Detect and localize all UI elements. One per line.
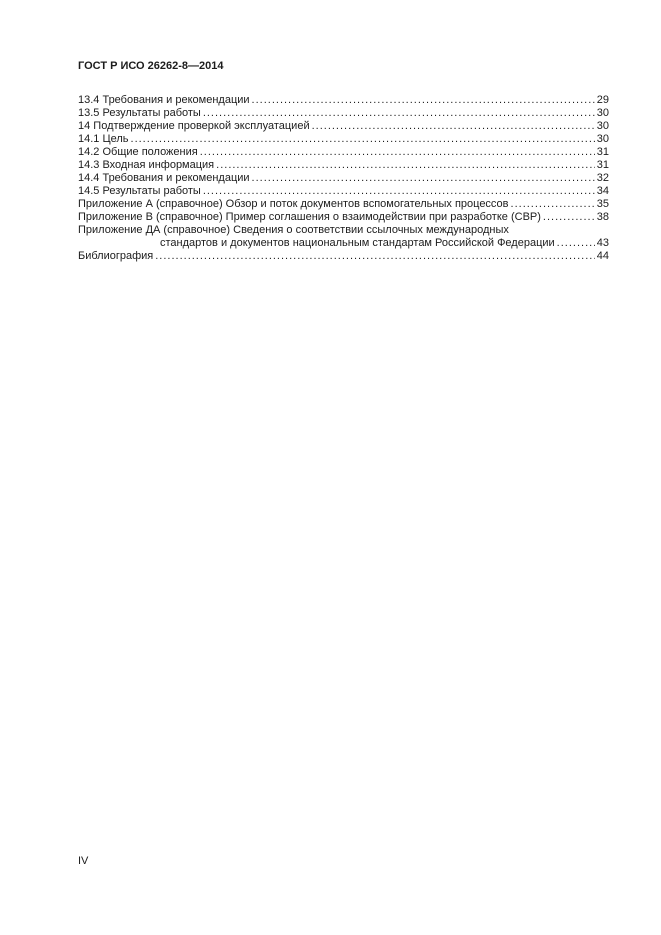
toc-entry-page: 38 (596, 211, 609, 223)
toc-entry-page: 30 (596, 133, 609, 145)
toc-dot-leader (155, 250, 595, 263)
toc-dot-leader (203, 107, 595, 120)
toc-entry (78, 159, 609, 172)
toc-entry (78, 146, 609, 159)
toc-entry-label: 14.4 Требования и рекомендации (78, 172, 250, 184)
toc-entry-label: 14.5 Результаты работы (78, 185, 201, 197)
toc-entry-page: 30 (596, 120, 609, 132)
toc-entry-page: 43 (596, 237, 609, 249)
toc-entry-label: 14.2 Общие положения (78, 146, 198, 158)
toc-entry (78, 211, 609, 224)
toc-entry-label: стандартов и документов национальным стандартам Российской Федерации (160, 237, 555, 249)
document-title: ГОСТ Р ИСО 26262-8—2014 (78, 60, 224, 72)
toc-dot-leader (543, 211, 595, 224)
toc-entry (78, 237, 609, 250)
toc-dot-leader (252, 94, 595, 107)
table-of-contents (78, 94, 609, 263)
toc-entry-page: 31 (596, 159, 609, 171)
toc-dot-leader (131, 133, 595, 146)
toc-entry (78, 172, 609, 185)
document-page (78, 60, 609, 263)
toc-entry (78, 198, 609, 211)
toc-entry-label: Приложение В (справочное) Пример соглашения о взаимодействии при разработке (СВР) (78, 211, 541, 223)
toc-entry (78, 94, 609, 107)
toc-dot-leader (200, 146, 595, 159)
toc-dot-leader (511, 198, 595, 211)
toc-entry-page: 30 (596, 107, 609, 119)
toc-entry-page: 31 (596, 146, 609, 158)
toc-entry-page: 44 (596, 250, 609, 262)
toc-dot-leader (203, 185, 595, 198)
toc-entry-label: 14.1 Цель (78, 133, 129, 145)
toc-dot-leader (216, 159, 595, 172)
toc-entry-label: Приложение ДА (справочное) Сведения о соответствии ссылочных международных (78, 224, 509, 236)
toc-entry-label: 13.4 Требования и рекомендации (78, 94, 250, 106)
toc-entry (78, 133, 609, 146)
toc-entry (78, 250, 609, 263)
toc-entry (78, 120, 609, 133)
toc-entry-page: 32 (596, 172, 609, 184)
toc-dot-leader (312, 120, 595, 133)
toc-entry-label: 14.3 Входная информация (78, 159, 215, 171)
toc-entry-label: 13.5 Результаты работы (78, 107, 201, 119)
toc-entry (78, 224, 609, 237)
toc-entry-page: 29 (596, 94, 609, 106)
toc-entry (78, 185, 609, 198)
toc-entry-page: 34 (596, 185, 609, 197)
toc-entry-label: 14 Подтверждение проверкой эксплуатацией (78, 120, 310, 132)
toc-entry-label: Приложение А (справочное) Обзор и поток документов вспомогательных процессов (78, 198, 509, 210)
toc-entry-label: Библиография (78, 250, 154, 262)
toc-entry (78, 107, 609, 120)
toc-entry-page: 35 (596, 198, 609, 210)
page-number-footer: IV (78, 855, 89, 867)
toc-dot-leader (252, 172, 595, 185)
toc-dot-leader (557, 237, 595, 250)
